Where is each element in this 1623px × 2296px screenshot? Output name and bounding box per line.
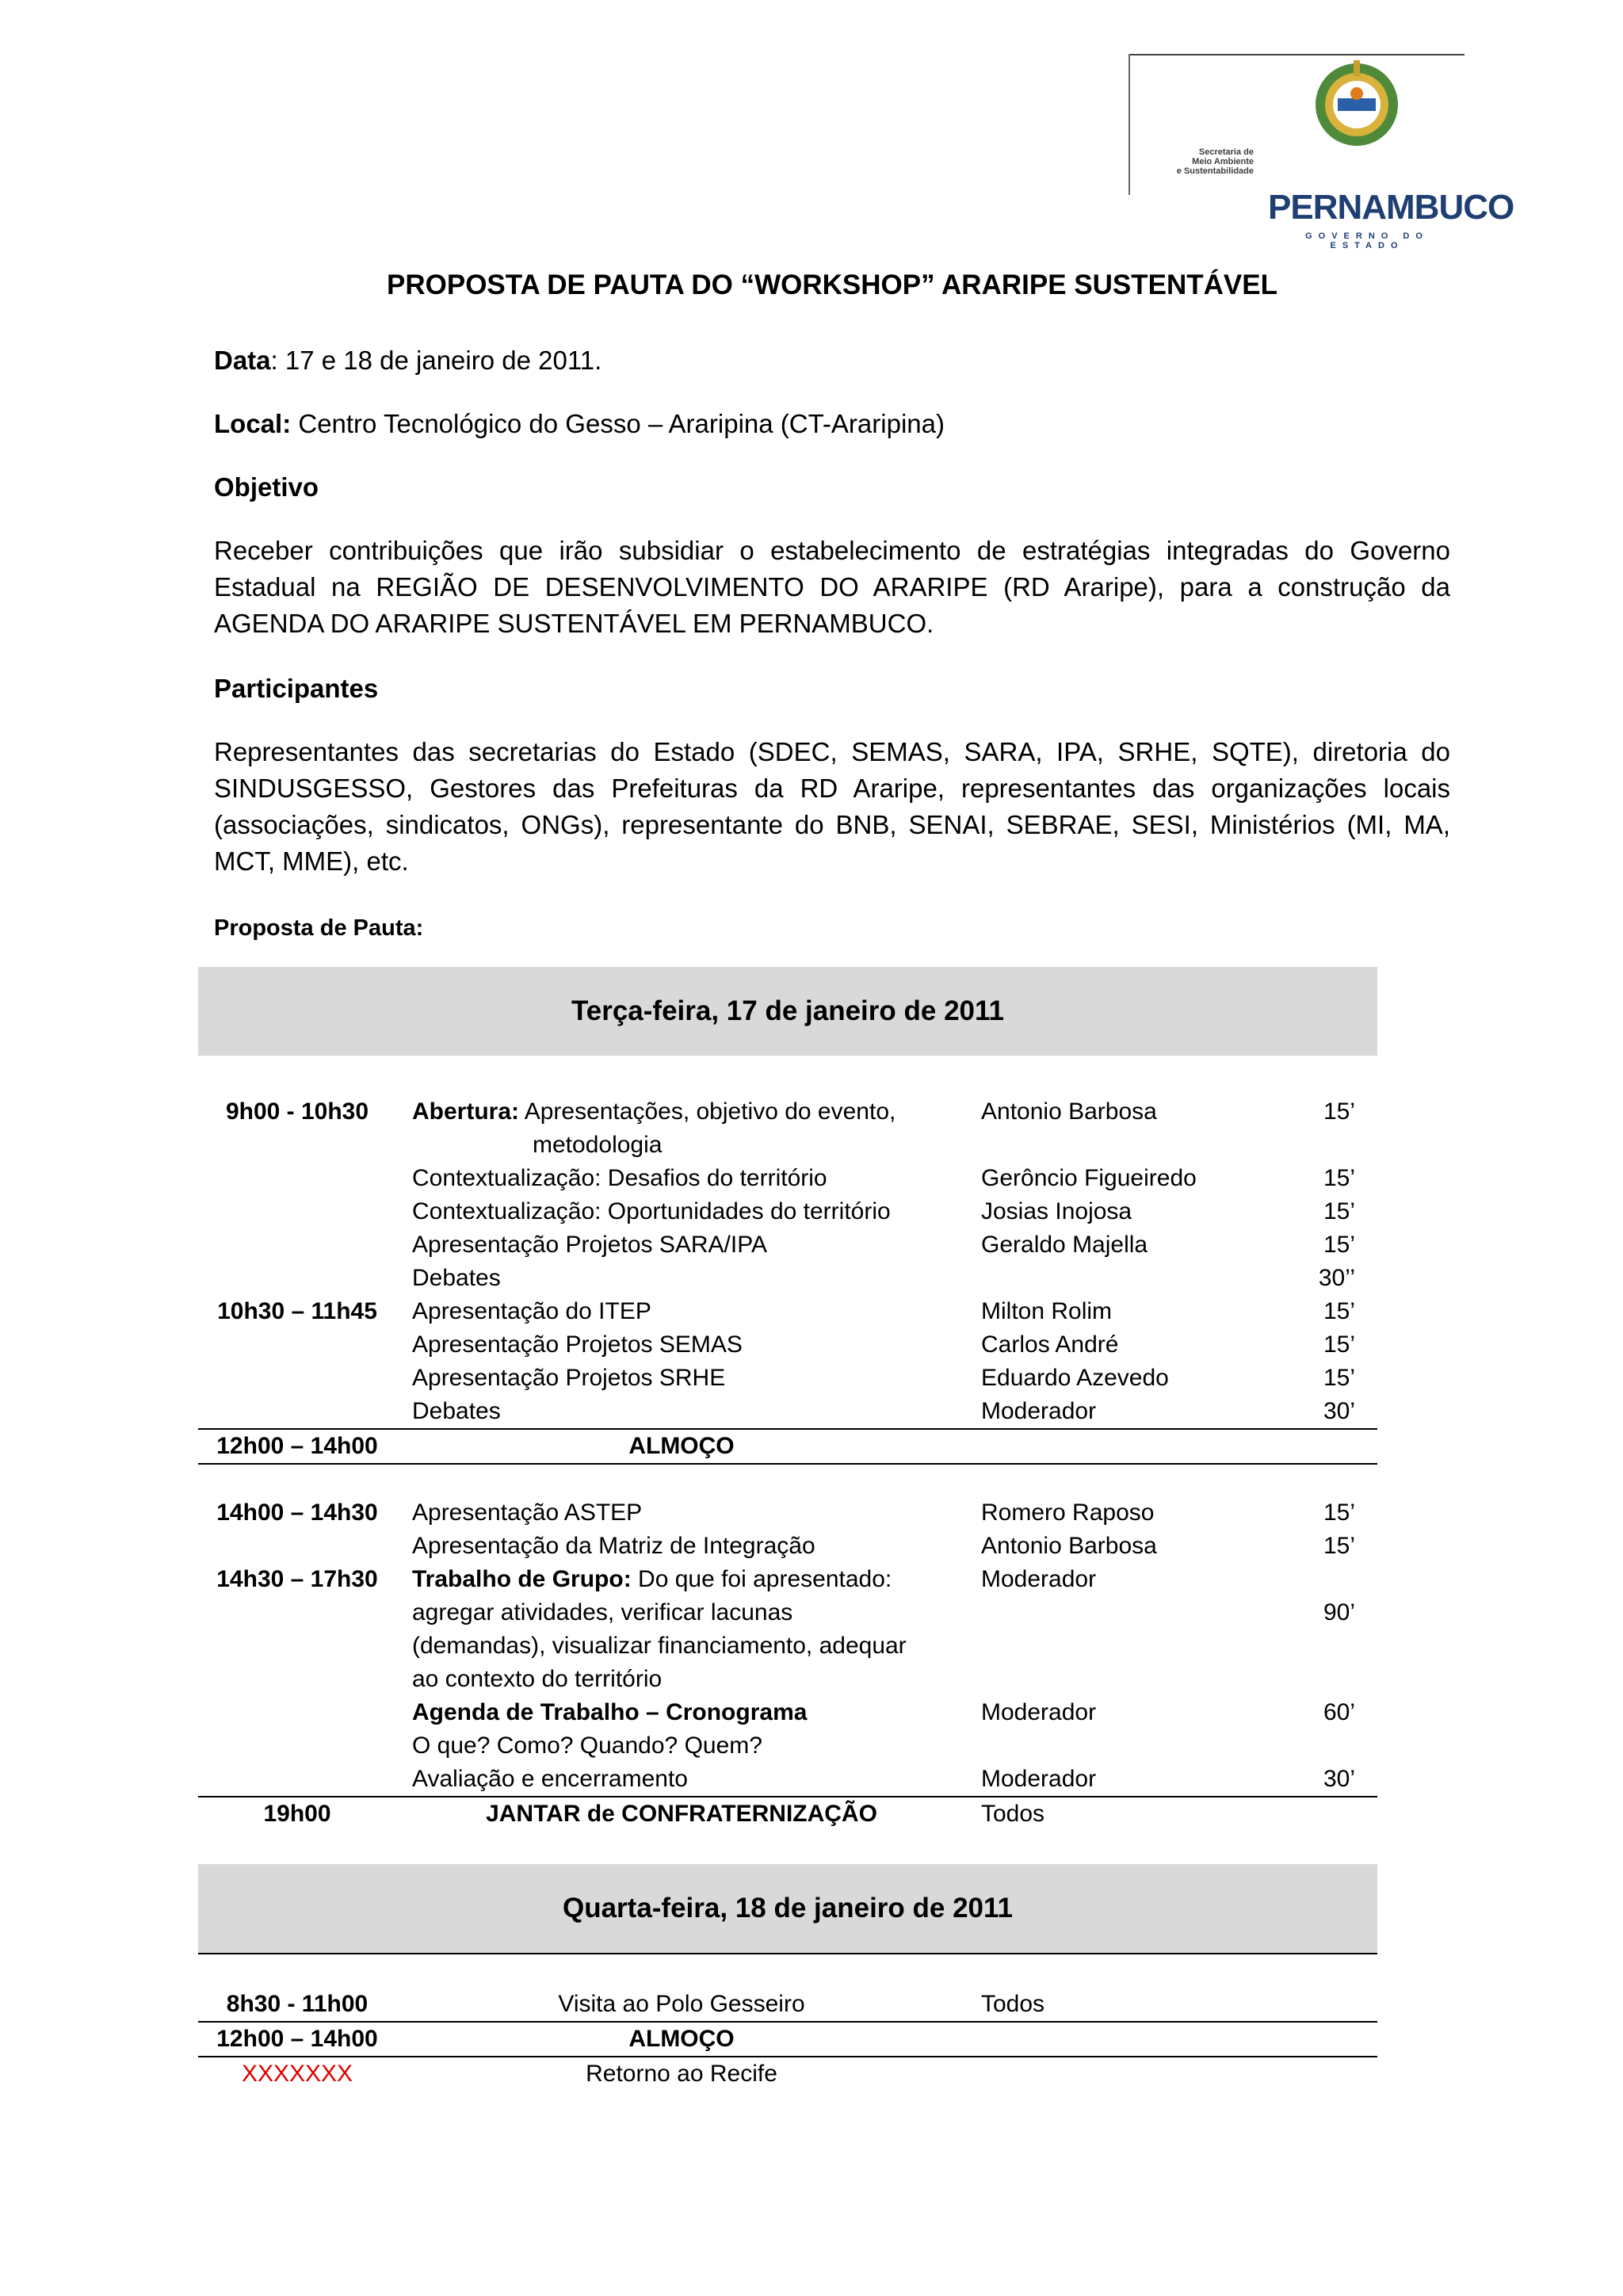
duration: 15’ — [1323, 1533, 1355, 1559]
objective-text: Receber contribuições que irão subsidiar o estabelecimento de estratégias integradas do Governo Estadual na REGIÃO DE DESENVOLVIMENTO DO ARARIPE (RD Araripe), para a construção da AGENDA DO ARARIPE SUSTENTÁVEL EM PERNAMBUCO. — [214, 536, 1450, 638]
activity: Retorno ao Recife — [586, 2061, 777, 2087]
duration: 15’ — [1323, 1198, 1355, 1224]
location-line: Local: Centro Tecnológico do Gesso – Araripina (CT-Araripina) — [214, 409, 945, 438]
activity: Apresentação ASTEP — [412, 1499, 643, 1526]
activity: Trabalho de Grupo: Do que foi apresentado: — [412, 1566, 892, 1592]
duration: 15’ — [1323, 1331, 1355, 1358]
time-slot: 8h30 - 11h00 — [226, 1991, 369, 2017]
activity: (demandas), visualizar financiamento, adequar — [412, 1633, 907, 1659]
time-slot: 9h00 - 10h30 — [225, 1098, 369, 1125]
time-slot: 12h00 – 14h00 — [216, 1433, 378, 1459]
day1-header: Terça-feira, 17 de janeiro de 2011 — [198, 967, 1377, 1056]
duration: 15’ — [1323, 1232, 1355, 1258]
presenter: Eduardo Azevedo — [981, 1365, 1169, 1391]
time-slot: 10h30 – 11h45 — [217, 1298, 377, 1324]
activity: O que? Como? Quando? Quem? — [412, 1733, 762, 1759]
activity: metodologia — [533, 1132, 663, 1158]
row-divider — [198, 1463, 1377, 1465]
time-slot: 14h30 – 17h30 — [216, 1566, 378, 1592]
presenter: Moderador — [981, 1398, 1097, 1424]
time-slot: 14h00 – 14h30 — [216, 1499, 378, 1526]
time-slot: 19h00 — [263, 1801, 331, 1827]
row-divider — [198, 1953, 1377, 1954]
duration: 15’ — [1323, 1165, 1355, 1191]
presenter: Moderador — [981, 1699, 1097, 1725]
duration: 30’ — [1323, 1398, 1355, 1424]
presenter: Romero Raposo — [981, 1499, 1155, 1526]
activity: agregar atividades, verificar lacunas — [412, 1599, 793, 1626]
duration: 15’ — [1323, 1298, 1355, 1324]
presenter: Todos — [981, 1991, 1045, 2017]
presenter: Antonio Barbosa — [981, 1533, 1157, 1559]
document-title: PROPOSTA DE PAUTA DO “WORKSHOP” ARARIPE SUSTENTÁVEL — [387, 269, 1277, 300]
activity: Agenda de Trabalho – Cronograma — [412, 1699, 808, 1725]
time-slot-placeholder: XXXXXXX — [241, 2061, 353, 2087]
activity: Apresentação Projetos SARA/IPA — [412, 1232, 768, 1258]
activity: Apresentação do ITEP — [412, 1298, 651, 1324]
presenter: Moderador — [981, 1766, 1097, 1792]
lunch-break: ALMOÇO — [628, 1433, 735, 1459]
objective-heading: Objetivo — [214, 472, 319, 502]
activity: Apresentação Projetos SEMAS — [412, 1331, 743, 1358]
header-logo-block — [1128, 54, 1514, 250]
duration: 30’’ — [1318, 1265, 1355, 1291]
duration: 15’ — [1323, 1499, 1355, 1526]
duration: 90’ — [1323, 1599, 1355, 1626]
activity: Apresentação Projetos SRHE — [412, 1365, 726, 1391]
pernambuco-coat-of-arms-icon — [1309, 57, 1404, 152]
lunch-break: ALMOÇO — [628, 2026, 735, 2052]
date-line: Data: 17 e 18 de janeiro de 2011. — [214, 346, 602, 375]
logo-divider — [1128, 54, 1465, 55]
activity: Contextualização: Desafios do território — [412, 1165, 827, 1191]
presenter: Milton Rolim — [981, 1298, 1113, 1324]
activity: Abertura: Apresentações, objetivo do evento, — [412, 1098, 896, 1125]
presenter: Antonio Barbosa — [981, 1098, 1157, 1125]
activity: Visita ao Polo Gesseiro — [558, 1991, 805, 2017]
activity: Apresentação da Matriz de Integração — [412, 1533, 815, 1559]
presenter: Todos — [981, 1801, 1045, 1827]
participants-text: Representantes das secretarias do Estado (SDEC, SEMAS, SARA, IPA, SRHE, SQTE), diretoria do SINDUSGESSO, Gestores das Prefeituras da RD Araripe, representantes das organizações locais (associações, sindicatos, ONGs), representante do BNB, SENAI, SEBRAE, SESI, Ministérios (MI, MA, MCT, MME), etc. — [214, 737, 1450, 876]
activity: Debates — [412, 1265, 501, 1291]
duration: 15’ — [1323, 1098, 1355, 1125]
presenter: Geraldo Majella — [981, 1232, 1148, 1258]
presenter: Moderador — [981, 1566, 1097, 1592]
state-subtitle: GOVERNO DO ESTADO — [1305, 231, 1429, 250]
secretaria-label: Secretaria de Meio Ambiente e Sustentabilidade — [1176, 147, 1254, 176]
agenda-label: Proposta de Pauta: — [214, 915, 424, 941]
logo-divider-vertical — [1128, 54, 1130, 195]
activity: Debates — [412, 1398, 501, 1424]
duration: 15’ — [1323, 1365, 1355, 1391]
activity: ao contexto do território — [412, 1666, 663, 1692]
presenter: Josias Inojosa — [981, 1198, 1132, 1224]
activity: Avaliação e encerramento — [412, 1766, 688, 1792]
dinner: JANTAR de CONFRATERNIZAÇÃO — [486, 1801, 877, 1827]
time-slot: 12h00 – 14h00 — [216, 2026, 378, 2052]
state-name: PERNAMBUCO — [1268, 188, 1514, 227]
duration: 60’ — [1323, 1699, 1355, 1725]
duration: 30’ — [1323, 1766, 1355, 1792]
day2-header: Quarta-feira, 18 de janeiro de 2011 — [198, 1864, 1377, 1953]
activity: Contextualização: Oportunidades do território — [412, 1198, 891, 1224]
presenter: Carlos André — [981, 1331, 1119, 1358]
presenter: Gerôncio Figueiredo — [981, 1165, 1197, 1191]
participants-heading: Participantes — [214, 674, 379, 703]
